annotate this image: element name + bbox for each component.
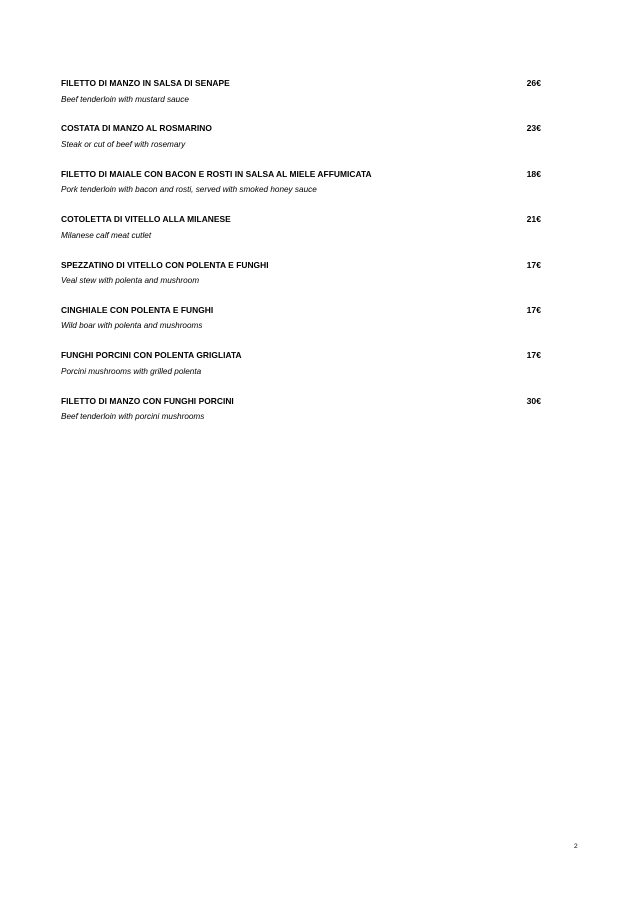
menu-item-name: FILETTO DI MAIALE CON BACON E ROSTI IN SALSA AL MIELE AFFUMICATA bbox=[61, 168, 372, 179]
menu-item-price: 30€ bbox=[526, 395, 541, 406]
menu-item bbox=[61, 350, 541, 395]
menu-item-description: Wild boar with polenta and mushrooms bbox=[61, 321, 203, 331]
menu-item-price: 17€ bbox=[526, 350, 541, 361]
menu-item bbox=[61, 214, 541, 259]
menu-item-price: 23€ bbox=[526, 123, 541, 134]
menu-item-price: 21€ bbox=[526, 214, 541, 225]
menu-item bbox=[61, 123, 541, 168]
menu-item-description: Beef tenderloin with mustard sauce bbox=[61, 94, 189, 104]
menu-item-name: COSTATA DI MANZO AL ROSMARINO bbox=[61, 123, 212, 134]
menu-item-name: FILETTO DI MANZO IN SALSA DI SENAPE bbox=[61, 78, 230, 88]
menu-item-price: 26€ bbox=[526, 78, 541, 88]
menu-list bbox=[61, 78, 541, 441]
menu-item bbox=[61, 260, 541, 305]
menu-item bbox=[61, 78, 541, 123]
menu-item-description: Steak or cut of beef with rosemary bbox=[61, 139, 186, 149]
menu-item bbox=[61, 305, 541, 350]
menu-item-price: 18€ bbox=[526, 168, 541, 179]
menu-item-description: Beef tenderloin with porcini mushrooms bbox=[61, 412, 205, 422]
menu-item-price: 17€ bbox=[526, 304, 541, 315]
menu-item-name: FUNGHI PORCINI CON POLENTA GRIGLIATA bbox=[61, 350, 242, 361]
menu-item-name: COTOLETTA DI VITELLO ALLA MILANESE bbox=[61, 214, 231, 225]
menu-item bbox=[61, 396, 541, 441]
menu-item-description: Milanese calf meat cutlet bbox=[61, 230, 152, 240]
menu-item-name: CINGHIALE CON POLENTA E FUNGHI bbox=[61, 304, 214, 315]
menu-item-name: SPEZZATINO DI VITELLO CON POLENTA E FUNGHI bbox=[61, 259, 269, 270]
menu-item-description: Pork tenderloin with bacon and rosti, served with smoked honey sauce bbox=[61, 185, 317, 195]
menu-item-name: FILETTO DI MANZO CON FUNGHI PORCINI bbox=[61, 395, 234, 406]
menu-item-description: Veal stew with polenta and mushroom bbox=[61, 276, 200, 286]
menu-item-description: Porcini mushrooms with grilled polenta bbox=[61, 366, 202, 376]
page-number: 2 bbox=[574, 843, 578, 850]
menu-item bbox=[61, 169, 541, 214]
menu-item-price: 17€ bbox=[526, 259, 541, 270]
